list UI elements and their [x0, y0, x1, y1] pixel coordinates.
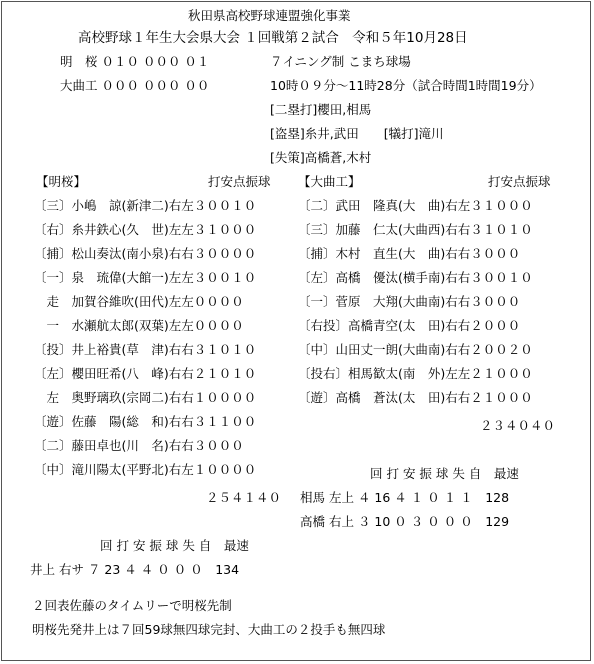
pitcher-row: 相馬 左上 ４ 16 ４ １ ０ １ １ 128	[300, 490, 510, 505]
lineup-row: 〔二〕藤田卓也(川 名)右右３０００	[34, 438, 244, 453]
lineup-row: 〔投〕井上裕貴(草 津)右右３１０１０	[34, 342, 257, 357]
lineup-row: 〔遊〕佐藤 陽(総 和)右右３１１００	[34, 414, 257, 429]
score-line-omagari: 大曲工 ０００ ０００ ００	[60, 78, 210, 93]
steals-sacrifice-info: [盗塁]糸井,武田 [犠打]滝川	[270, 126, 444, 141]
note-line: 明桜先発井上は７回59球無四球完封、大曲工の２投手も無四球	[32, 622, 386, 637]
right-stat-header: 打安点振球	[488, 174, 551, 189]
lineup-row: 〔三〕加藤 仁太(大曲西)右右３１０１０	[298, 222, 533, 237]
errors-info: [失策]高橋蒼,木村	[270, 150, 372, 165]
lineup-row: 走 加賀谷維吹(田代)左左００００	[34, 294, 244, 309]
doc-title: 秋田県高校野球連盟強化事業	[188, 8, 351, 23]
lineup-row: 〔中〕滝川陽太(平野北)右左１００００	[34, 462, 257, 477]
note-line: ２回表佐藤のタイムリーで明桜先制	[32, 598, 232, 613]
lineup-row: 〔三〕小嶋 諒(新津二)右左３００１０	[34, 198, 257, 213]
lineup-row: 〔遊〕高橋 蒼汰(太 田)右右２１０００	[298, 390, 533, 405]
right-pitching-header: 回 打 安 振 球 失 自 最速	[370, 466, 519, 481]
lineup-row: 〔右投〕高橋青空(太 田)右右２０００	[298, 318, 521, 333]
lineup-row: 左 奥野璃玖(宗岡二)右右１００００	[34, 390, 257, 405]
pitcher-row: 高橋 右上 ３ 10 ０ ３ ０ ０ ０ 129	[300, 514, 510, 529]
lineup-row: 〔一〕泉 琉偉(大館一)左左３００１０	[34, 270, 257, 285]
lineup-row: 〔投右〕相馬歓太(南 外)左左２１０００	[298, 366, 533, 381]
left-stat-header: 打安点振球	[208, 174, 271, 189]
lineup-row: 〔左〕櫻田旺希(八 峰)右右２１０１０	[34, 366, 257, 381]
lineup-row: 〔捕〕木村 直生(大 曲)右右３０００	[298, 246, 521, 261]
lineup-row: 〔右〕糸井鉄心(久 世)左左３１０００	[34, 222, 257, 237]
left-pitching-header: 回 打 安 振 球 失 自 最速	[100, 538, 249, 553]
game-format: ７イニング制 こまち球場	[270, 54, 411, 69]
lineup-row: 〔二〕武田 隆真(大 曲)右左３１０００	[298, 198, 533, 213]
left-team-header: 【明桜】	[36, 174, 87, 189]
right-team-header: 【大曲工】	[298, 174, 361, 189]
doubles-info: [二塁打]櫻田,相馬	[270, 102, 372, 117]
lineup-row: 〔一〕菅原 大翔(大曲南)右右３０００	[298, 294, 521, 309]
right-team-totals: ２３４０４０	[480, 418, 556, 433]
left-team-totals: ２５４１４０	[206, 490, 282, 505]
doc-subtitle: 高校野球１年生大会県大会 １回戦第２試合 令和５年10月28日	[78, 30, 468, 46]
score-line-meio: 明 桜 ０１０ ０００ ０１	[60, 54, 210, 69]
lineup-row: 〔捕〕松山奏汰(南小泉)右右３００００	[34, 246, 257, 261]
lineup-row: 〔左〕高橋 優汰(横手南)右右３００１０	[298, 270, 533, 285]
lineup-row: 〔中〕山田丈一朗(大曲南)右右２００２０	[298, 342, 533, 357]
pitcher-row: 井上 右サ ７ 23 ４ ４ ０ ０ ０ 134	[30, 562, 240, 577]
lineup-row: 一 水瀬航太郎(双葉)左左００００	[34, 318, 244, 333]
game-time: 10時０９分～11時28分（試合時間1時間19分）	[270, 78, 542, 93]
